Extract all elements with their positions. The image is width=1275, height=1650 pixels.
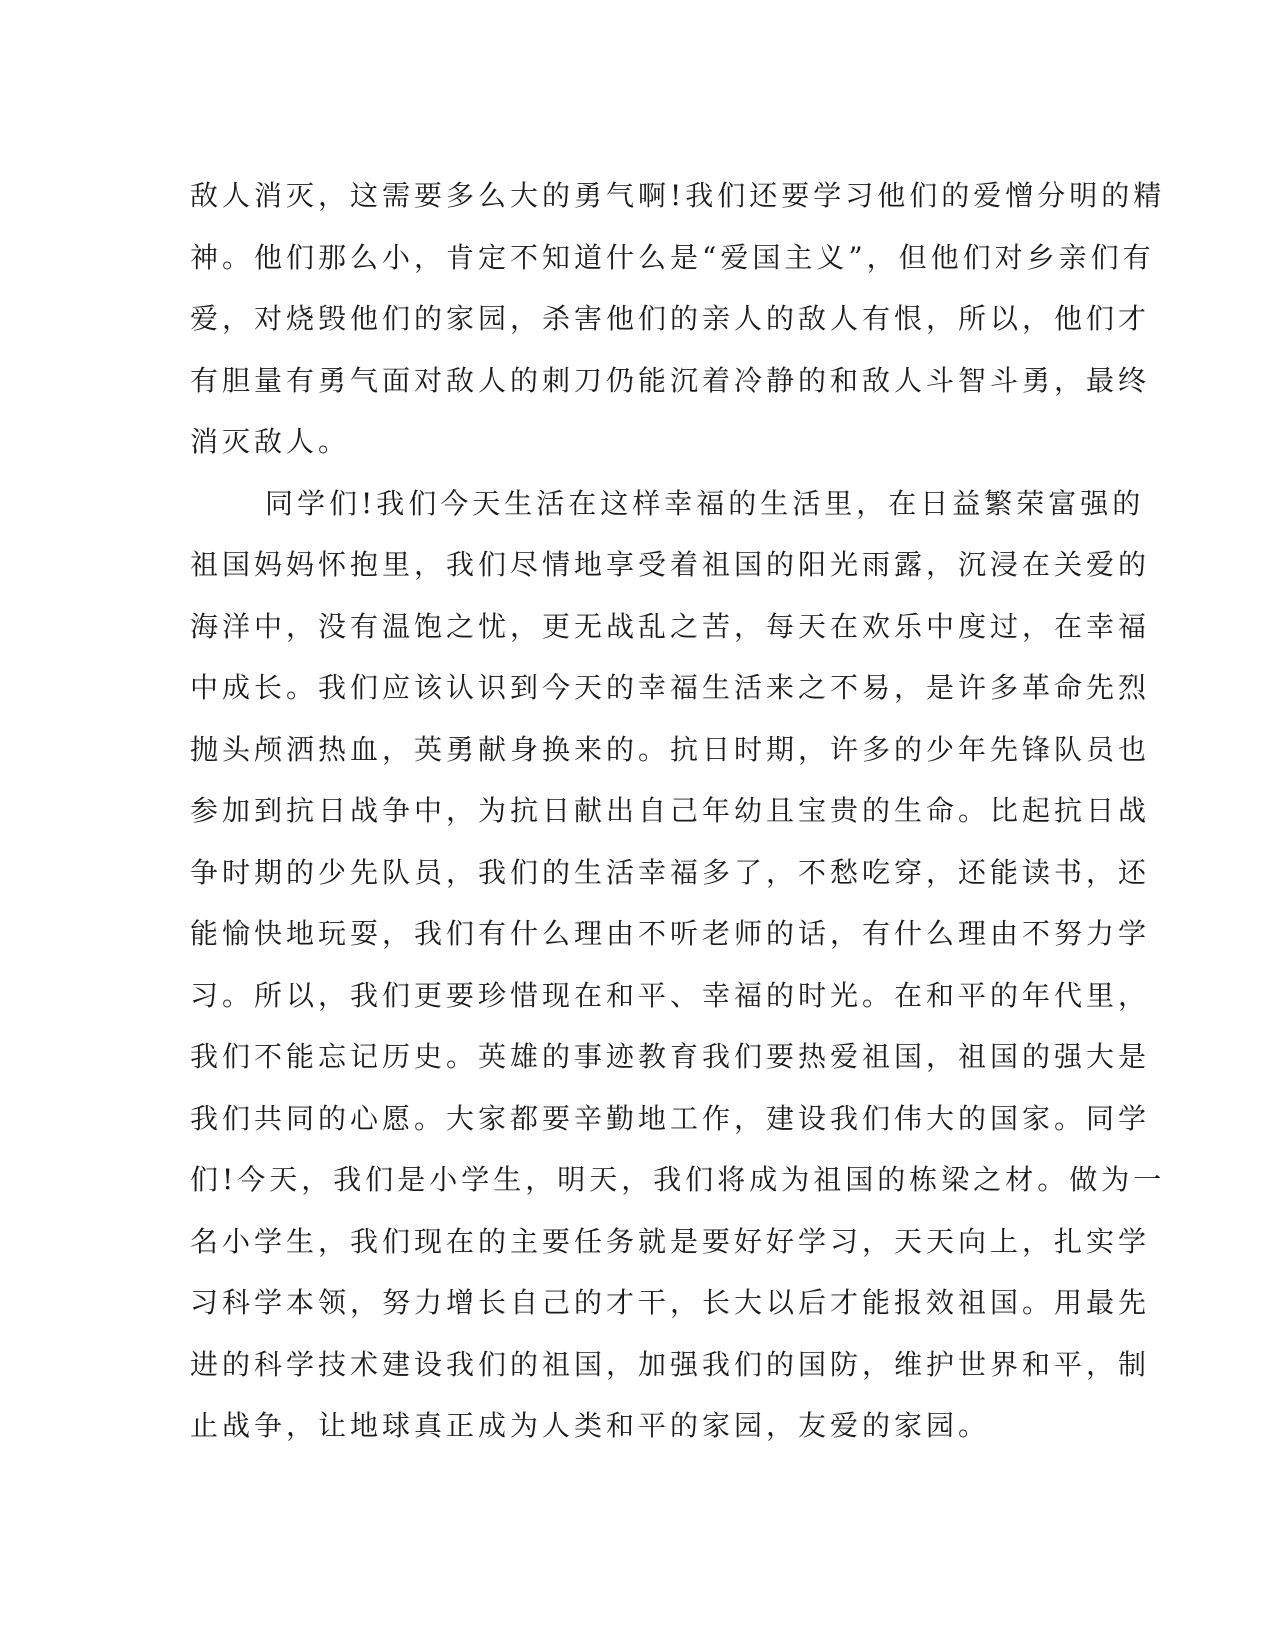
text-line: 习。所以，我们更要珍惜现在和平、幸福的时光。在和平的年代里， xyxy=(190,978,1151,1012)
text-line: 祖国妈妈怀抱里，我们尽情地享受着祖国的阳光雨露，沉浸在关爱的 xyxy=(190,548,1151,581)
document-body xyxy=(190,165,1166,1457)
text-line: 止战争，让地球真正成为人类和平的家园，友爱的家园。 xyxy=(190,1409,991,1442)
text-line: 参加到抗日战争中，为抗日献出自己年幼且宝贵的生命。比起抗日战 xyxy=(190,794,1151,827)
text-line: 我们共同的心愿。大家都要辛勤地工作，建设我们伟大的国家。同学 xyxy=(190,1101,1151,1135)
text-line: 同学们!我们今天生活在这样幸福的生活里，在日益繁荣富强的 xyxy=(265,486,1145,520)
text-line: 神。他们那么小，肯定不知道什么是“爱国主义”，但他们对乡亲们有 xyxy=(190,240,1155,274)
text-line: 名小学生，我们现在的主要任务就是要好好学习，天天向上，扎实学 xyxy=(190,1224,1151,1258)
text-line: 中成长。我们应该认识到今天的幸福生活来之不易，是许多革命先烈 xyxy=(190,671,1151,704)
text-line: 们!今天，我们是小学生，明天，我们将成为祖国的栋梁之材。做为一 xyxy=(190,1163,1166,1196)
paragraph-1 xyxy=(190,165,1166,473)
text-line: 敌人消灭，这需要多么大的勇气啊!我们还要学习他们的爱憎分明的精 xyxy=(190,179,1166,212)
text-line: 进的科学技术建设我们的祖国，加强我们的国防，维护世界和平，制 xyxy=(190,1347,1151,1381)
text-line: 海洋中，没有温饱之忧，更无战乱之苦，每天在欢乐中度过，在幸福 xyxy=(190,609,1151,643)
text-line: 爱，对烧毁他们的家园，杀害他们的亲人的敌人有恨，所以，他们才 xyxy=(190,302,1151,335)
text-line: 我们不能忘记历史。英雄的事迹教育我们要热爱祖国，祖国的强大是 xyxy=(190,1040,1151,1073)
text-line: 习科学本领，努力增长自己的才干，长大以后才能报效祖国。用最先 xyxy=(190,1286,1151,1319)
text-line: 消灭敌人。 xyxy=(190,425,351,458)
text-line: 抛头颅洒热血，英勇献身换来的。抗日时期，许多的少年先锋队员也 xyxy=(190,732,1151,766)
paragraph-2 xyxy=(190,473,1166,1457)
text-line: 争时期的少先队员，我们的生活幸福多了，不愁吃穿，还能读书，还 xyxy=(190,855,1151,889)
text-line: 能愉快地玩耍，我们有什么理由不听老师的话，有什么理由不努力学 xyxy=(190,917,1151,950)
text-line: 有胆量有勇气面对敌人的刺刀仍能沉着冷静的和敌人斗智斗勇，最终 xyxy=(190,363,1151,397)
